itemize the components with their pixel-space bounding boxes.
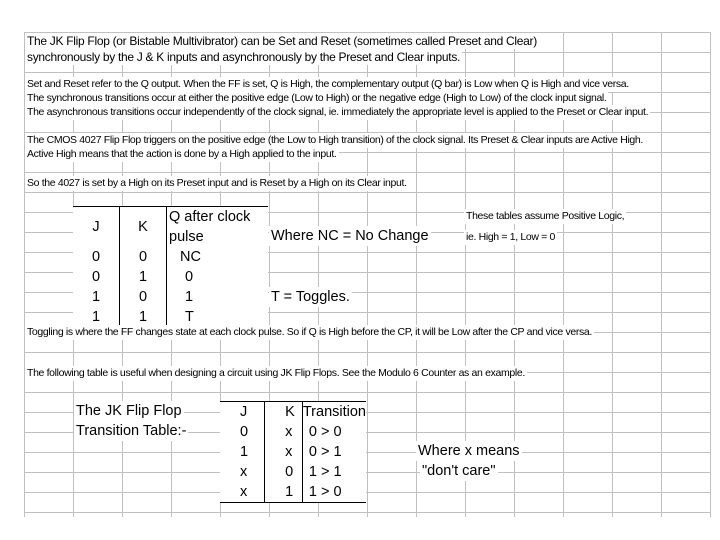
- table-row: [220, 442, 366, 462]
- toggling-line: Toggling is where the FF changes state at each clock pulse. So if Q is High before the CP, it will be Low after the CP and vice versa.: [27, 326, 592, 338]
- cell-j: 0: [91, 269, 101, 285]
- header-transition: Transition: [302, 402, 366, 423]
- intro-line-2: synchronously by the J & K inputs and asynchronously by the Preset and Clear inputs.: [27, 50, 461, 64]
- setreset-line-2: The synchronous transitions occur at either the positive edge (Low to High) or the negative edge (High to Low) of the clock input signal.: [27, 92, 607, 104]
- cell-transition: 0 > 0: [302, 422, 366, 442]
- toggles-note: T = Toggles.: [271, 289, 350, 305]
- cell-transition: 1 > 1: [302, 462, 366, 482]
- header-j: J: [73, 207, 120, 248]
- nc-note: Where NC = No Change: [271, 228, 429, 244]
- cell-q: 0: [167, 267, 269, 287]
- cell-q: NC: [167, 247, 269, 267]
- cell-transition: 1 > 0: [302, 482, 366, 503]
- positive-logic-note: These tables assume Positive Logic,: [466, 210, 625, 222]
- setreset-line-3: The asynchronous transitions occur independently of the clock signal, ie. immediately the appropriate level is applied to the Preset or Clear input.: [27, 106, 649, 118]
- set-4027-line: So the 4027 is set by a High on its Preset input and is Reset by a High on its Clear input.: [27, 177, 407, 189]
- jk-transition-table: [220, 401, 366, 503]
- transition-title-line-2: Transition Table:-: [76, 423, 187, 439]
- table-row: [73, 287, 268, 307]
- cell-k: 0: [265, 462, 303, 482]
- cell-k: x: [265, 442, 303, 462]
- high-low-note: ie. High = 1, Low = 0: [466, 231, 555, 243]
- table-row: [73, 267, 268, 287]
- header-j: J: [220, 402, 265, 423]
- cell-q: 1: [167, 287, 269, 307]
- following-line: The following table is useful when designing a circuit using JK Flip Flops. See the Modulo 6 Counter as an example.: [27, 367, 525, 379]
- table-row: [220, 462, 366, 482]
- cell-j: 0: [240, 424, 249, 440]
- cell-k: x: [265, 422, 303, 442]
- header-q-after: Q after clock pulse: [167, 207, 269, 248]
- x-means-line-1: Where x means: [418, 443, 520, 459]
- transition-title-line-1: The JK Flip Flop: [76, 403, 182, 419]
- cell-k: 1: [120, 267, 167, 287]
- transition-table-header: [220, 402, 366, 423]
- cell-j: 1: [73, 307, 120, 328]
- cell-j: x: [240, 464, 248, 480]
- setreset-line-1: Set and Reset refer to the Q output. When the FF is set, Q is High, the complementary output (Q bar) is Low when Q is High and vice versa.: [27, 78, 629, 90]
- cell-k: 1: [265, 482, 303, 503]
- cell-j: 1: [91, 289, 101, 305]
- cmos-line-1: The CMOS 4027 Flip Flop triggers on the positive edge (the Low to High transition) of the clock signal. Its Preset & Clear inputs are Active High.: [27, 134, 643, 146]
- x-means-line-2: "don't care": [422, 463, 496, 479]
- cell-j: x: [220, 482, 265, 503]
- header-k: K: [120, 207, 167, 248]
- cell-transition: 0 > 1: [302, 442, 366, 462]
- cell-q: T: [167, 307, 269, 328]
- jk-truth-table: [73, 206, 268, 328]
- cell-j: 0: [91, 249, 101, 265]
- table-row: [73, 247, 268, 267]
- intro-line-1: The JK Flip Flop (or Bistable Multivibrator) can be Set and Reset (sometimes called Preset and Clear): [27, 34, 537, 48]
- cell-j: 1: [240, 444, 249, 460]
- table-row: [220, 482, 366, 503]
- cell-k: 1: [120, 307, 167, 328]
- table-row: [220, 422, 366, 442]
- cell-k: 0: [120, 247, 167, 267]
- truth-table-header: [73, 207, 268, 248]
- header-k: K: [265, 402, 303, 423]
- cell-k: 0: [120, 287, 167, 307]
- cmos-line-2: Active High means that the action is done by a High applied to the input.: [27, 148, 337, 160]
